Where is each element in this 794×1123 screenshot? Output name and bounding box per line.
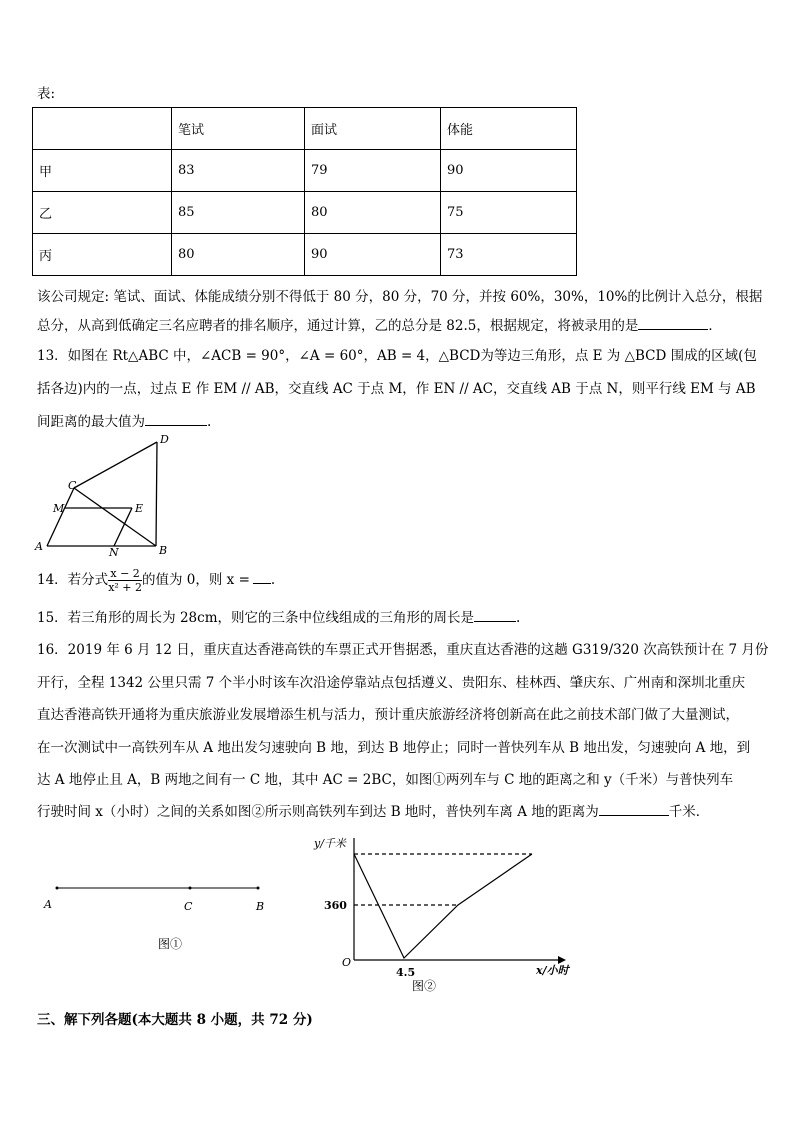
y-tick: 360 [324, 899, 347, 912]
label-c: C [184, 900, 193, 913]
q15: 15．若三角形的周长为 28cm，则它的三条中位线组成的三角形的周长是 . [37, 610, 521, 626]
caption-1: 图① [158, 937, 183, 951]
cell: 85 [172, 192, 305, 234]
q16-text: 行驶时间 x（小时）之间的关系如图②所示则高铁列车到达 B 地时，普快列车离 A 地的距离为 [37, 804, 599, 820]
q13-geometry-figure [30, 432, 180, 560]
q13-line3: 间距离的最大值为 . [37, 414, 212, 430]
header-cell: 面试 [305, 108, 441, 150]
answer-blank [145, 413, 207, 426]
origin-label: O [342, 956, 352, 969]
figure-2-graph [300, 830, 590, 995]
q16-line [37, 800, 709, 820]
label-b: B [159, 544, 168, 557]
table-row [33, 150, 577, 192]
cell: 80 [305, 192, 441, 234]
label-a: A [44, 898, 52, 911]
y-axis-label: y/千米 [314, 837, 346, 850]
denominator: x² + 2 [108, 581, 143, 594]
q16-line: 达 A 地停止且 A，B 两地之间有一 C 地，其中 AC = 2BC，如图①两列车与 C 地的距离之和 y（千米）与普快列车 [37, 772, 734, 788]
label-a: A [35, 540, 43, 553]
cell: 73 [441, 234, 577, 276]
x-tick: 4.5 [396, 966, 416, 979]
cell: 丙 [33, 234, 172, 276]
label-m: M [53, 502, 65, 515]
label-d: D [160, 433, 169, 446]
q16-line: 在一次测试中一高铁列车从 A 地出发匀速驶向 B 地，到达 B 地停止；同时一普快列车从 B 地出发，匀速驶向 A 地，到 [37, 740, 751, 756]
header-cell: 笔试 [172, 108, 305, 150]
unit: 千米． [668, 804, 710, 820]
section-3-heading: 三、解下列各题(本大题共 8 小题，共 72 分) [37, 1012, 313, 1028]
answer-blank [253, 571, 271, 584]
figure-1 [30, 870, 280, 960]
label-b: B [256, 900, 265, 913]
answer-blank [599, 803, 669, 816]
header-cell [33, 108, 172, 150]
q12-line1: 该公司规定: 笔试、面试、体能成绩分别不得低于 80 分，80 分，70 分，并按 60%，30%，10%的比例计入总分，根据 [37, 289, 763, 305]
answer-blank [474, 609, 516, 622]
fraction [108, 567, 142, 594]
q16-line: 直达香港高铁开通将为重庆旅游业发展增添生机与活力，预计重庆旅游经济将创新高在此之前技术部门做了大量测试， [37, 707, 739, 723]
label-e: E [135, 502, 144, 515]
q12-line2: 总分，从高到低确定三名应聘者的排名顺序，通过计算，乙的总分是 82.5，根据规定，将被录用的是 ． [37, 318, 722, 334]
q14-suffix: 的值为 0，则 x = [142, 572, 250, 588]
q14: 14．若分式 $\frac{x - 2}{\text{x² + 2}}$ 的值为 0，则 x = . [37, 567, 276, 594]
header-cell: 体能 [441, 108, 577, 150]
x-axis-label: x/小时 [536, 964, 569, 977]
q14-prefix: 14．若分式 [37, 572, 109, 588]
caption-2: 图② [412, 979, 437, 993]
cell: 79 [305, 150, 441, 192]
q15-text: 15．若三角形的周长为 28cm，则它的三条中位线组成的三角形的周长是 [37, 610, 475, 626]
cell: 甲 [33, 150, 172, 192]
q16-line: 16．2019 年 6 月 12 日，重庆直达香港高铁的车票正式开售据悉，重庆直达香港的这趟 G319/320 次高铁预计在 7 月份 [37, 642, 769, 658]
cell: 乙 [33, 192, 172, 234]
cell: 90 [305, 234, 441, 276]
label-c: C [68, 479, 77, 492]
cell: 90 [441, 150, 577, 192]
numerator: x − 2 [108, 567, 142, 581]
cell: 75 [441, 192, 577, 234]
score-table [32, 107, 577, 276]
q13-text: 间距离的最大值为 [37, 414, 145, 430]
q16-line: 开行，全程 1342 公里只需 7 个半小时该车次沿途停靠站点包括遵义、贵阳东、桂林西、肇庆东、广州南和深圳北重庆 [37, 675, 746, 691]
cell: 80 [172, 234, 305, 276]
q12-text: 总分，从高到低确定三名应聘者的排名顺序，通过计算，乙的总分是 82.5，根据规定，将被录用的是 [37, 318, 639, 334]
table-intro: 表: [37, 86, 56, 102]
cell: 83 [172, 150, 305, 192]
q13-line2: 括各边)内的一点，过点 E 作 EM // AB，交直线 AC 于点 M，作 EN // AC，交直线 AB 于点 N，则平行线 EM 与 AB [37, 381, 756, 397]
label-n: N [109, 546, 119, 559]
answer-blank [638, 317, 708, 330]
table-row [33, 234, 577, 276]
table-row [33, 192, 577, 234]
q13-line1: 13．如图在 Rt△ABC 中，∠ACB = 90°，∠A = 60°，AB = 4，△BCD为等边三角形，点 E 为 △BCD 围成的区域(包 [37, 348, 757, 364]
